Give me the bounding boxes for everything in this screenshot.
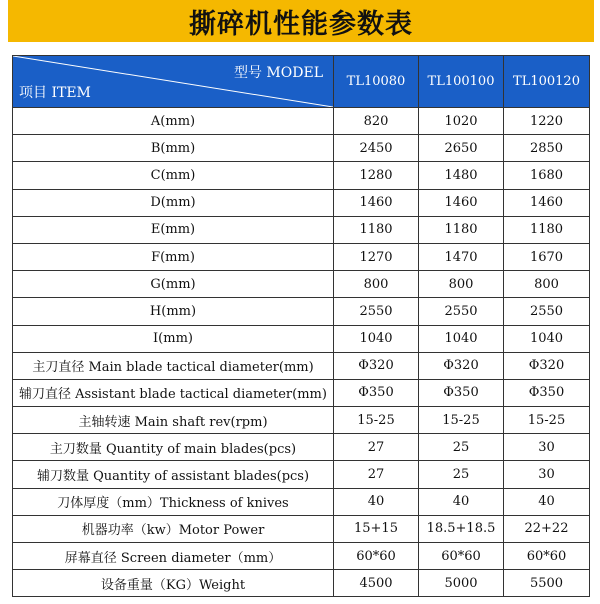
row-label: G(mm) <box>13 271 334 298</box>
row-value-model-3: 40 <box>504 488 590 515</box>
row-value-model-3: 1220 <box>504 108 590 135</box>
table-row <box>13 243 590 270</box>
row-label: B(mm) <box>13 135 334 162</box>
row-value-model-3: 30 <box>504 461 590 488</box>
row-value-model-2: 2550 <box>419 298 504 325</box>
table-header-row <box>13 56 590 108</box>
row-value-model-3: 1460 <box>504 189 590 216</box>
row-value-model-2: Φ350 <box>419 379 504 406</box>
row-value-model-2: 25 <box>419 434 504 461</box>
row-value-model-2: 1040 <box>419 325 504 352</box>
row-value-model-3: 30 <box>504 434 590 461</box>
row-label: 主轴转速 Main shaft rev(rpm) <box>13 407 334 434</box>
row-value-model-3: 2850 <box>504 135 590 162</box>
model-header-3: TL100120 <box>504 56 590 108</box>
row-label: I(mm) <box>13 325 334 352</box>
table-row <box>13 108 590 135</box>
row-label: A(mm) <box>13 108 334 135</box>
item-header-label: 项目 ITEM <box>19 85 91 101</box>
row-value-model-2: 2650 <box>419 135 504 162</box>
row-value-model-1: 15-25 <box>334 407 419 434</box>
table-row <box>13 434 590 461</box>
row-value-model-1: 820 <box>334 108 419 135</box>
row-value-model-1: 1040 <box>334 325 419 352</box>
row-value-model-3: 22+22 <box>504 515 590 542</box>
row-value-model-2: 15-25 <box>419 407 504 434</box>
row-value-model-1: 4500 <box>334 570 419 597</box>
row-label: D(mm) <box>13 189 334 216</box>
row-value-model-3: 1680 <box>504 162 590 189</box>
row-value-model-3: 5500 <box>504 570 590 597</box>
table-row <box>13 488 590 515</box>
table-row <box>13 325 590 352</box>
spec-table-body <box>13 108 590 597</box>
row-value-model-2: 1470 <box>419 243 504 270</box>
table-row <box>13 162 590 189</box>
row-value-model-2: 1020 <box>419 108 504 135</box>
row-value-model-1: 1270 <box>334 243 419 270</box>
row-value-model-1: Φ350 <box>334 379 419 406</box>
row-label: 主刀直径 Main blade tactical diameter(mm) <box>13 352 334 379</box>
title-bar <box>8 0 594 42</box>
row-value-model-2: 1180 <box>419 216 504 243</box>
row-label: H(mm) <box>13 298 334 325</box>
table-row <box>13 271 590 298</box>
table-row <box>13 216 590 243</box>
table-row <box>13 570 590 597</box>
row-value-model-2: 18.5+18.5 <box>419 515 504 542</box>
page-title: 撕碎机性能参数表 <box>189 8 413 40</box>
table-row <box>13 407 590 434</box>
row-label: 辅刀数量 Quantity of assistant blades(pcs) <box>13 461 334 488</box>
row-value-model-1: 2450 <box>334 135 419 162</box>
row-value-model-3: 1180 <box>504 216 590 243</box>
table-row <box>13 135 590 162</box>
table-row <box>13 515 590 542</box>
row-label: 机器功率（kw）Motor Power <box>13 515 334 542</box>
table-row <box>13 352 590 379</box>
model-header-2: TL100100 <box>419 56 504 108</box>
row-value-model-1: 27 <box>334 434 419 461</box>
row-value-model-1: 1460 <box>334 189 419 216</box>
row-label: 屏幕直径 Screen diameter（mm） <box>13 543 334 570</box>
row-value-model-1: 15+15 <box>334 515 419 542</box>
row-label: 刀体厚度（mm）Thickness of knives <box>13 488 334 515</box>
row-value-model-3: 2550 <box>504 298 590 325</box>
row-value-model-1: 800 <box>334 271 419 298</box>
row-label: 主刀数量 Quantity of main blades(pcs) <box>13 434 334 461</box>
row-label: F(mm) <box>13 243 334 270</box>
row-value-model-1: 27 <box>334 461 419 488</box>
row-value-model-3: Φ320 <box>504 352 590 379</box>
table-row <box>13 379 590 406</box>
table-row <box>13 189 590 216</box>
row-value-model-3: 1040 <box>504 325 590 352</box>
row-value-model-1: 1280 <box>334 162 419 189</box>
row-value-model-2: 1460 <box>419 189 504 216</box>
row-value-model-2: 800 <box>419 271 504 298</box>
row-value-model-1: 2550 <box>334 298 419 325</box>
table-row <box>13 298 590 325</box>
row-value-model-1: 40 <box>334 488 419 515</box>
row-value-model-2: Φ320 <box>419 352 504 379</box>
row-value-model-3: Φ350 <box>504 379 590 406</box>
row-value-model-2: 5000 <box>419 570 504 597</box>
row-value-model-1: 1180 <box>334 216 419 243</box>
model-header-1: TL10080 <box>334 56 419 108</box>
row-value-model-2: 60*60 <box>419 543 504 570</box>
table-row <box>13 461 590 488</box>
row-label: 设备重量（KG）Weight <box>13 570 334 597</box>
row-value-model-3: 800 <box>504 271 590 298</box>
row-value-model-3: 15-25 <box>504 407 590 434</box>
row-label: 辅刀直径 Assistant blade tactical diameter(mm) <box>13 379 334 406</box>
row-value-model-1: 60*60 <box>334 543 419 570</box>
table-row <box>13 543 590 570</box>
row-label: C(mm) <box>13 162 334 189</box>
row-value-model-2: 25 <box>419 461 504 488</box>
row-value-model-1: Φ320 <box>334 352 419 379</box>
row-value-model-2: 40 <box>419 488 504 515</box>
row-label: E(mm) <box>13 216 334 243</box>
model-header-label: 型号 MODEL <box>233 65 323 81</box>
header-corner-cell <box>13 56 334 108</box>
spec-table <box>12 55 590 597</box>
row-value-model-3: 1670 <box>504 243 590 270</box>
row-value-model-3: 60*60 <box>504 543 590 570</box>
row-value-model-2: 1480 <box>419 162 504 189</box>
